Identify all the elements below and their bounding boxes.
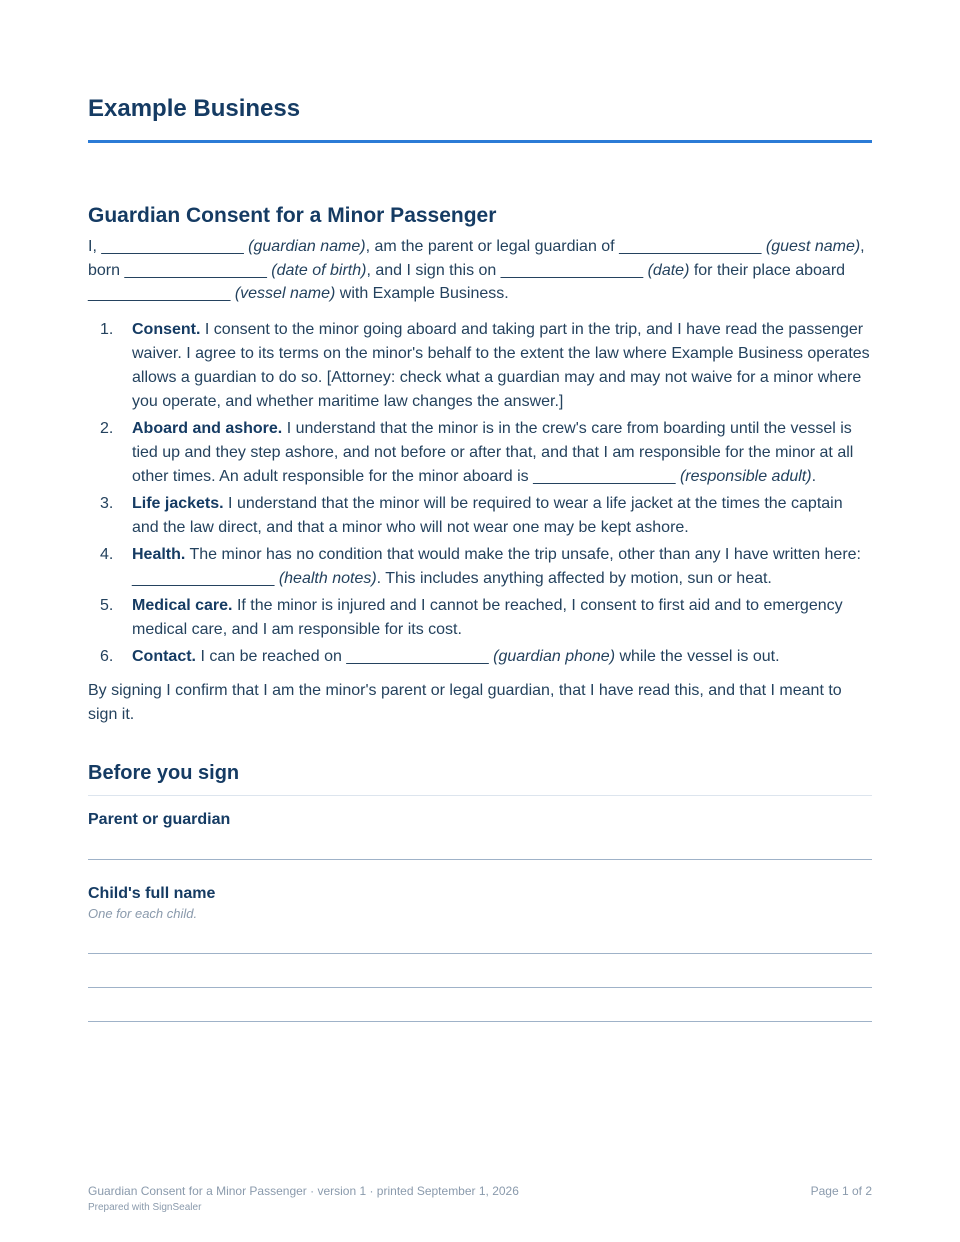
- child-name-line[interactable]: [88, 1021, 872, 1022]
- clause-text: while the vessel is out.: [615, 648, 780, 665]
- clause-item: [88, 492, 872, 540]
- clause-text: I consent to the minor going aboard and taking part in the trip, and I have read the passenger waiver. I agree to its terms on the minor's behalf to the extent the law where Example Business operates allows a guardian to do so. [Attorney: check what a guardian may and may not waive for a minor where you operate, and whether maritime law changes the answer.]: [132, 321, 870, 410]
- clause-number: 5.: [100, 597, 114, 614]
- health-notes-hint: (health notes): [278, 570, 377, 587]
- clause-number: 3.: [100, 495, 114, 512]
- clause-heading: Consent.: [132, 321, 201, 338]
- clause-heading: Aboard and ashore.: [132, 420, 283, 437]
- responsible-adult-hint: (responsible adult): [679, 468, 812, 485]
- clause-list: [88, 318, 872, 672]
- clause-item: [88, 645, 872, 669]
- date-hint: (date): [647, 261, 690, 279]
- clause-heading: Contact.: [132, 648, 196, 665]
- date-of-birth-blank[interactable]: ________________: [124, 261, 267, 279]
- clause-text: I can be reached on: [196, 648, 347, 665]
- guardian-signature-line[interactable]: [88, 859, 872, 860]
- clause-heading: Health.: [132, 546, 186, 563]
- guardian-phone-hint: (guardian phone): [493, 648, 616, 665]
- clause-number: 6.: [100, 648, 114, 665]
- footer-prepared-with: Prepared with SignSealer: [88, 1202, 202, 1213]
- child-name-field-label: Child's full name: [88, 885, 216, 902]
- clause-text: .: [811, 468, 817, 485]
- guardian-phone-blank[interactable]: ________________: [346, 648, 489, 665]
- clause-text: I understand that the minor is in the crew's care from boarding until the vessel is tied up and they step ashore, and not before or after that, and that I am responsible for the minor at all other times. An adult responsible for the minor aboard is: [132, 420, 854, 485]
- intro-text: , am the parent or legal guardian of: [365, 238, 620, 255]
- child-name-hint: One for each child.: [88, 906, 198, 921]
- child-name-line[interactable]: [88, 953, 872, 954]
- intro-text: , and I sign this on: [366, 261, 501, 279]
- guest-name-hint: (guest name): [765, 238, 861, 255]
- health-notes-blank[interactable]: ________________: [132, 570, 275, 587]
- business-name: Example Business: [88, 95, 301, 122]
- intro-text: with Example Business.: [335, 285, 509, 303]
- clause-item: [88, 543, 872, 591]
- signing-section-title: Before you sign: [88, 762, 240, 784]
- clause-number: 4.: [100, 546, 114, 563]
- clause-heading: Medical care.: [132, 597, 233, 614]
- date-blank[interactable]: ________________: [500, 261, 644, 279]
- clause-item: [88, 417, 872, 489]
- clause-item: [88, 594, 872, 642]
- footer-info: [88, 1184, 519, 1215]
- clause-number: 1.: [100, 321, 114, 338]
- intro-paragraph: [88, 235, 872, 306]
- clause-text: The minor has no condition that would make the trip unsafe, other than any I have written here:: [185, 546, 861, 563]
- guardian-name-hint: (guardian name): [248, 238, 366, 255]
- page-number: Page 1 of 2: [810, 1184, 872, 1198]
- clause-number: 2.: [100, 420, 114, 437]
- clause-text: If the minor is injured and I cannot be reached, I consent to first aid and to emergency medical care, and I am responsible for its cost.: [132, 597, 843, 638]
- closing-statement: By signing I confirm that I am the minor's parent or legal guardian, that I have read this, and that I meant to sign it.: [88, 682, 842, 723]
- section-divider: [88, 795, 872, 796]
- intro-text: for their place aboard: [689, 261, 846, 279]
- guest-name-blank[interactable]: ________________: [619, 238, 762, 255]
- vessel-name-blank[interactable]: ________________: [88, 285, 231, 303]
- responsible-adult-blank[interactable]: ________________: [533, 468, 676, 485]
- intro-text: , born: [88, 238, 865, 279]
- header-rule: [88, 140, 872, 143]
- intro-text: I,: [88, 238, 102, 255]
- document-title: Guardian Consent for a Minor Passenger: [88, 204, 497, 227]
- clause-text: I understand that the minor will be required to wear a life jacket at the times the captain and the law direct, and that a minor who will not wear one may be kept ashore.: [132, 495, 843, 536]
- guardian-field-label: Parent or guardian: [88, 811, 231, 828]
- vessel-name-hint: (vessel name): [234, 285, 336, 303]
- clause-item: [88, 318, 872, 414]
- child-name-line[interactable]: [88, 987, 872, 988]
- guardian-name-blank[interactable]: ________________: [101, 238, 244, 255]
- clause-heading: Life jackets.: [132, 495, 224, 512]
- date-of-birth-hint: (date of birth): [271, 261, 367, 279]
- footer-document-info: Guardian Consent for a Minor Passenger · version 1 · printed September 1, 2026: [88, 1184, 519, 1198]
- clause-text: . This includes anything affected by motion, sun or heat.: [376, 570, 772, 587]
